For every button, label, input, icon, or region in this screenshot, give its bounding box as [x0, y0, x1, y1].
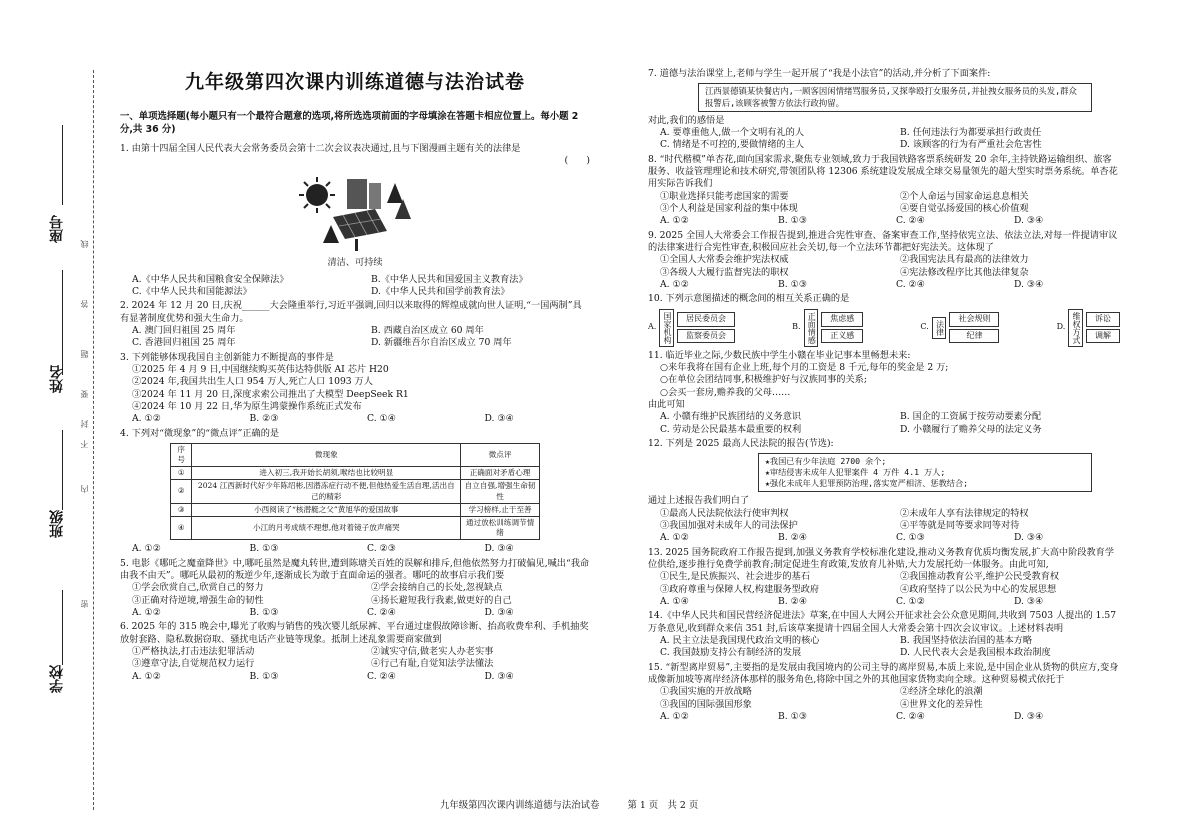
report-box — [758, 453, 1092, 492]
statement: ○来年我将在国有企业上班,每个月的工资是 8 千元,每年的奖金是 2 万; — [660, 362, 949, 374]
question-stem: 11. 临近毕业之际,少数民族中学生小赣在毕业记事本里畅想未来: — [648, 349, 911, 361]
option[interactable]: A. ①② — [132, 670, 161, 682]
option[interactable]: B. ①③ — [249, 670, 279, 682]
option[interactable]: B. ①③ — [249, 606, 279, 618]
statement: ④政府坚持了以公民为中心的发展思想 — [900, 583, 1057, 595]
option[interactable]: D. ③④ — [484, 606, 514, 618]
statement: ②经济全球化的浪潮 — [900, 686, 983, 698]
school-underline — [62, 590, 63, 665]
diagram-outer: 国家机构 — [659, 309, 674, 347]
diagram-box: 纪律 — [949, 329, 999, 344]
option[interactable]: C. ②④ — [896, 279, 926, 291]
option[interactable]: B. 西藏自治区成立 60 周年 — [371, 324, 484, 336]
case-box: 江西景德镇某快餐店内,一顾客因闲情绪骂服务员,又探拳殴打女服务员,并扯拽女服务员的头发,群众报警后,该顾客被警方依法行政拘留。 — [698, 83, 1092, 112]
statement: ①我国实施的开放战略 — [660, 686, 752, 698]
question-stem: 1. 由第十四届全国人民代表大会常务委员会第十二次会议表决通过,且与下图漫画主题有关的法律是 — [120, 142, 521, 154]
diagram-b[interactable]: B. 正面情感 焦虑感 正义感 — [792, 309, 863, 347]
option[interactable]: B. ①③ — [778, 710, 808, 722]
option[interactable]: A. ①② — [132, 606, 161, 618]
option[interactable]: D. 该顾客的行为有严重社会危害性 — [900, 139, 1042, 151]
table-row — [171, 516, 540, 539]
option[interactable]: C. ①② — [896, 595, 926, 607]
seal-char: 内 — [80, 485, 89, 493]
statement: ③我国的国际强国形象 — [660, 698, 752, 710]
table-cell: 小西阅读了“核潜艇之父”黄旭华的爱国故事 — [192, 503, 461, 516]
option[interactable]: D. ③④ — [1014, 532, 1044, 544]
table-cell: 学习榜样,止于至善 — [461, 503, 540, 516]
option[interactable]: A. 民主立法是我国现代政治文明的核心 — [660, 634, 820, 646]
question-lead: 由此可知 — [648, 399, 685, 411]
binding-strip — [0, 0, 100, 831]
table-cell: ① — [171, 467, 192, 480]
diagram-outer: 正面情感 — [804, 309, 819, 347]
seal-char: 不 — [80, 440, 89, 448]
micro-table — [170, 443, 540, 540]
diagram-box: 诉讼 — [1086, 312, 1120, 327]
option[interactable]: B. ②③ — [249, 413, 279, 425]
statement: ③各级人大履行监督宪法的职权 — [660, 266, 789, 278]
option[interactable]: B. 国企的工资属于按劳动要素分配 — [900, 411, 1042, 423]
table-cell: 正确面对矛盾心理 — [461, 467, 540, 480]
class-underline — [62, 430, 63, 510]
option[interactable]: D. 新疆维吾尔自治区成立 70 周年 — [371, 337, 512, 349]
option[interactable]: D. ③④ — [1014, 595, 1044, 607]
option[interactable]: A. ①② — [660, 532, 689, 544]
option[interactable]: D. ③④ — [484, 543, 514, 555]
question-15 — [648, 662, 1120, 724]
option[interactable]: D. 小赣履行了赡养父母的法定义务 — [900, 423, 1042, 435]
option[interactable]: C. 情绪是不可控的,要做情绪的主人 — [660, 139, 805, 151]
section-heading: 一、单项选择题(每小题只有一个最符合题意的选项,将所选选项前面的字母填涂在答题卡相应位置上。每小题 2 分,共 36 分) — [120, 111, 579, 136]
option[interactable]: B. 任何违法行为都要承担行政责任 — [900, 127, 1042, 139]
option[interactable]: D. ③④ — [484, 413, 514, 425]
question-stem: 13. 2025 国务院政府工作报告提到,加强义务教育学校标准化建设,推动义务教育优质均衡发展,扩大高中阶段教育学位供给,逐步推行免费学前教育;制定促进生育政策,发放育儿补贴,大力发展托幼一体服务。由此可知, — [648, 546, 1115, 570]
question-9 — [648, 230, 1120, 292]
option[interactable]: C. ②④ — [896, 710, 926, 722]
statement: ④要自觉弘扬爱国的核心价值观 — [900, 203, 1029, 215]
question-stem: 2. 2024 年 12 月 20 日,庆祝______大会隆重举行,习近平强调,回归以来取得的辉煌成就向世人证明,“一国两制”具有显著制度优势和强大生命力。 — [120, 300, 582, 324]
page-footer: 九年级第四次课内训练道德与法治试卷 第 1 页 共 2 页 — [440, 800, 699, 811]
statement: ④行己有耻,自觉知法学法懂法 — [371, 658, 494, 670]
diagram-outer: 法律 — [932, 317, 947, 339]
option[interactable]: A. ①② — [132, 543, 161, 555]
table-row — [171, 503, 540, 516]
table-cell: 自立自强,增强生命韧性 — [461, 480, 540, 503]
statement: ③遵章守法,自觉规范权力运行 — [132, 658, 255, 670]
table-cell: ② — [171, 480, 192, 503]
question-stem: 10. 下列示意图描述的概念间的相互关系正确的是 — [648, 293, 850, 305]
statement: ②我国宪法具有最高的法律效力 — [900, 254, 1029, 266]
statement: ③正确对待逆境,增强生命的韧性 — [132, 594, 264, 606]
diagram-a[interactable]: A. 国家机构 居民委员会 监察委员会 — [648, 309, 735, 347]
table-header: 微点评 — [461, 443, 540, 466]
option[interactable]: A.《中华人民共和国粮食安全保障法》 — [132, 273, 289, 285]
statement: ②学会接纳自己的长处,忽视缺点 — [371, 582, 503, 594]
statement: ○会买一套房,赡养我的父母…… — [660, 386, 791, 398]
option[interactable]: C. ②④ — [367, 670, 397, 682]
statement: ①严格执法,打击违法犯罪活动 — [132, 645, 255, 657]
question-2 — [120, 300, 590, 349]
option[interactable]: A. ①② — [660, 215, 689, 227]
question-stem: 14.《中华人民共和国民营经济促进法》草案,在中国人大网公开征求社会公众意见期间,共收到 7503 人提出的 1.57 万条意见,收到群众来信 351 封,后该草案提请十四届全国人大常委会第十四次会议审议。上述材料表明 — [648, 610, 1117, 634]
diagram-c[interactable]: C. 法律 社会规则 纪律 — [920, 310, 999, 345]
table-cell: 2024 江西新时代好少年陈绍彬,因潜冻症行动不便,但他热爱生活自理,活出自己的精彩 — [192, 480, 461, 503]
question-5 — [120, 558, 590, 620]
option[interactable]: A. ①② — [660, 279, 689, 291]
diagram-d[interactable]: D. 维权方式 诉讼 调解 — [1057, 309, 1120, 347]
question-stem: 15. “新型离岸贸易”,主要指的是发展由我国境内的公司主导的离岸贸易,本质上来说,是中国企业从货物的供应方,变身成像新加坡等离岸经济体那样的服务角色,将除中国之外的其他国家货物卖向全球。这种贸易模式依托于 — [648, 661, 1119, 685]
option[interactable]: C. ②④ — [896, 215, 926, 227]
option[interactable]: C.《中华人民共和国能源法》 — [132, 285, 252, 297]
question-stem: 3. 下列能够体现我国自主创新能力不断提高的事件是 — [120, 351, 334, 363]
option[interactable]: A. 小赣有维护民族团结的义务意识 — [660, 411, 802, 423]
statement: ③个人利益是国家利益的集中体现 — [660, 203, 798, 215]
seat-underline — [62, 125, 63, 205]
report-line: ★我国已有少年法庭 2700 余个; — [765, 456, 887, 467]
statement: ②2024 年,我国共出生人口 954 万人,死亡人口 1093 万人 — [132, 376, 373, 388]
report-line: ★强化未成年人犯罪预防治理,落实宽严相济、惩教结合; — [765, 478, 969, 489]
table-header: 序号 — [171, 443, 192, 466]
diagram-box: 焦虑感 — [821, 312, 863, 327]
table-cell: 通过放松训练调节情绪 — [461, 516, 540, 539]
option[interactable]: B.《中华人民共和国爱国主义教育法》 — [371, 273, 528, 285]
seal-char: 密 — [80, 600, 89, 608]
diagram-box: 正义感 — [821, 329, 863, 344]
question-7 — [648, 68, 1120, 152]
option[interactable]: C. 我国鼓励支持公有制经济的发展 — [660, 647, 802, 659]
question-stem: 9. 2025 全国人大常委会工作报告提到,推进合宪性审查、备案审查工作,坚持依宪立法、依法立法,对每一件提请审议的法律案进行合宪性审查,积极回应社会关切,每一个立法环节都把好宪法关。这体现了 — [648, 229, 1118, 254]
table-row — [171, 480, 540, 503]
table-row — [171, 467, 540, 480]
table-cell: 小江的月考成绩不理想,他对着镜子放声痛哭 — [192, 516, 461, 539]
option[interactable]: D. ③④ — [1014, 215, 1044, 227]
seal-char: 要 — [80, 390, 89, 398]
option[interactable]: D. 人民代表大会是我国根本政治制度 — [900, 647, 1051, 659]
statement: ①2025 年 4 月 9 日,中国继续购买英伟达特供版 AI 芯片 H20 — [132, 363, 389, 375]
option[interactable]: C. ②④ — [367, 606, 397, 618]
statement: ②诚实守信,做老实人办老实事 — [371, 645, 494, 657]
question-6 — [120, 621, 590, 683]
question-10 — [648, 293, 1120, 346]
table-cell: ④ — [171, 516, 192, 539]
question-lead: 通过上述报告我们明白了 — [648, 495, 750, 507]
statement: ②个人命运与国家命运息息相关 — [900, 190, 1029, 202]
option[interactable]: D. ③④ — [484, 670, 514, 682]
name-underline — [62, 270, 63, 375]
statement: ①职业选择只能考虑国家的需要 — [660, 190, 789, 202]
school-label: 学校 — [49, 665, 65, 693]
right-column — [648, 66, 1120, 723]
seal-char: 封 — [80, 420, 89, 428]
option[interactable]: A. ①② — [660, 710, 689, 722]
statement: ①最高人民法院依法行使审判权 — [660, 507, 789, 519]
option[interactable]: C. 劳动是公民最基本最重要的权利 — [660, 423, 802, 435]
seal-char: 线 — [80, 240, 89, 248]
diagram-box: 监察委员会 — [677, 329, 735, 344]
option[interactable]: A. ①④ — [660, 595, 689, 607]
statement: ①民生,是民族振兴、社会进步的基石 — [660, 571, 810, 583]
diagram-outer: 维权方式 — [1068, 309, 1083, 347]
statement: ④2024 年 10 月 22 日,华为原生鸿蒙操作系统正式发布 — [132, 400, 362, 412]
option[interactable]: B. ①③ — [778, 215, 808, 227]
name-label: 姓名 — [49, 365, 65, 393]
option[interactable]: A. 澳门回归祖国 25 周年 — [132, 324, 236, 336]
statement: ○在单位会团结同事,积极维护好与汉族同事的关系; — [660, 374, 867, 386]
seal-line — [93, 70, 94, 810]
question-13 — [648, 547, 1120, 609]
page-title: 九年级第四次课内训练道德与法治试卷 — [184, 71, 525, 93]
statement: ③政府尊重与保障人权,构建服务型政府 — [660, 583, 820, 595]
diagram-box: 居民委员会 — [677, 312, 735, 327]
left-column — [120, 60, 590, 683]
table-cell: ③ — [171, 503, 192, 516]
option[interactable]: A. 要尊重他人,做一个文明有礼的人 — [660, 127, 805, 139]
statement: ④扬长避短我行我素,做更好的自己 — [371, 594, 512, 606]
cartoon-caption: 清洁、可持续 — [327, 257, 383, 269]
question-11 — [648, 350, 1120, 436]
answer-paren: ( ) — [564, 154, 590, 166]
question-stem: 6. 2025 年的 315 晚会中,曝光了收购与销售的残次婴儿纸尿裤、平台通过虚假故障诊断、抬高收费牟利、手机抽奖放射套路、隐私数据窃取、骚扰电话产业链等现象。抵制上述乱象需要商家做到 — [120, 621, 589, 645]
diagram-box: 社会规则 — [949, 312, 999, 327]
statement: ②我国推动教育公平,维护公民受教育权 — [900, 571, 1060, 583]
option[interactable]: C. ①④ — [367, 413, 397, 425]
question-1 — [120, 143, 590, 299]
report-line: ★审结侵害未成年人犯罪案件 4 万件 4.1 万人; — [765, 467, 946, 478]
table-header: 微现象 — [192, 443, 461, 466]
question-stem: 8. “时代楷模”单杏花,面向国家需求,聚焦专业领域,致力于我国铁路客票系统研发 20 余年,主持铁路运输组织、旅客服务、收益管理理论和技术研究,带领团队将 12306 系统建设发展成全球交易量领先的超大型实时票务系统。单杏花用实际告诉我们 — [648, 153, 1118, 190]
statement: ③我国加强对未成年人的司法保护 — [660, 519, 798, 531]
diagram-box: 调解 — [1086, 329, 1120, 344]
option[interactable]: C. ①③ — [896, 532, 926, 544]
question-stem: 5. 电影《哪吒之魔童降世》中,哪吒虽然是魔丸转世,遭到陈塘关百姓的误解和排斥,但他依然努力打破偏见,喊出“我命由我不由天”。哪吒从最初的叛逆少年,逐渐成长为敢于直面命运的强者。哪吒的故事启示我们要 — [120, 557, 590, 581]
statement: ②未成年人享有法律规定的特权 — [900, 507, 1029, 519]
option[interactable]: B. ②④ — [778, 595, 808, 607]
option[interactable]: D. ③④ — [1014, 710, 1044, 722]
question-stem: 4. 下列对“微现象”的“微点评”正确的是 — [120, 427, 280, 439]
statement: ④宪法修改程序比其他法律复杂 — [900, 266, 1029, 278]
seal-char: 答 — [80, 300, 89, 308]
statement: ③2024 年 11 月 20 日,深度求索公司推出了大模型 DeepSeek R1 — [132, 388, 409, 400]
question-12 — [648, 438, 1120, 545]
statement: ④平等就是同等要求同等对待 — [900, 519, 1020, 531]
option[interactable]: A. ①② — [132, 413, 161, 425]
option[interactable]: C. ②③ — [367, 543, 397, 555]
option[interactable]: C. 香港回归祖国 25 周年 — [132, 337, 236, 349]
question-4 — [120, 428, 590, 556]
option[interactable]: B. ①③ — [249, 543, 279, 555]
seat-label: 座号 — [49, 215, 65, 243]
question-stem: 12. 下列是 2025 最高人民法院的报告(节选): — [648, 438, 834, 450]
question-8 — [648, 154, 1120, 228]
concept-diagrams — [648, 309, 1120, 347]
option[interactable]: D. ③④ — [1014, 279, 1044, 291]
option[interactable]: B. 我国坚持依法治国的基本方略 — [900, 634, 1033, 646]
option[interactable]: B. ②④ — [778, 532, 808, 544]
question-lead: 对此,我们的感悟是 — [648, 114, 725, 126]
question-3 — [120, 352, 590, 426]
statement: ④世界文化的差异性 — [900, 698, 983, 710]
question-stem: 7. 道德与法治课堂上,老师与学生一起开展了“我是小法官”的活动,并分析了下面案件: — [648, 68, 991, 79]
statement: ①学会欣赏自己,欣赏自己的努力 — [132, 582, 264, 594]
statement: ①全国人大常委会维护宪法权威 — [660, 254, 789, 266]
table-cell: 进入初三,我开始长胡须,喉结也比较明显 — [192, 467, 461, 480]
class-label: 班级 — [49, 510, 65, 538]
option[interactable]: B. ①③ — [778, 279, 808, 291]
cartoon-image — [295, 173, 415, 255]
seal-char: 题 — [80, 350, 89, 358]
question-14 — [648, 610, 1120, 659]
option[interactable]: D.《中华人民共和国学前教育法》 — [371, 285, 510, 297]
